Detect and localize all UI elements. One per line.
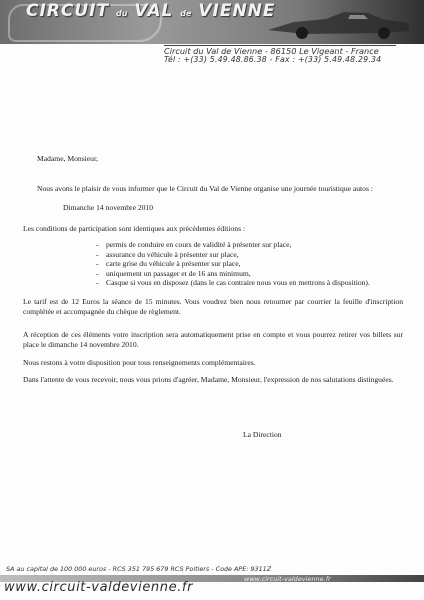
closing-paragraph: Dans l'attente de vous recevoir, nous vous prions d'agréer, Madame, Monsieur, l'expression de nos salutations distinguées. xyxy=(23,375,394,384)
circuit-logo: CIRCUIT du VAL de VIENNE xyxy=(26,1,276,21)
conditions-list xyxy=(96,240,370,288)
company-phone-fax: Tél : +(33) 5.49.48.86.38 - Fax : +(33) 5.49.48.29.34 xyxy=(164,55,382,64)
list-item: - carte grise du véhicule à présenter sur place, xyxy=(96,259,370,269)
list-item: - uniquement un passager et de 16 ans minimum, xyxy=(96,269,370,279)
list-item: - Casque si vous en disposez (dans le cas contraire nous vous en mettrons à disposition). xyxy=(96,278,370,288)
conditions-intro: Les conditions de participation sont identiques aux précédentes éditions : xyxy=(23,224,246,233)
list-item: - permis de conduire en cours de validité à présenter sur place, xyxy=(96,240,370,250)
footer-website-url: www.circuit-valdevienne.fr xyxy=(4,580,194,595)
footer-legal: SA au capital de 100 000 euros - RCS 351 795 679 RCS Poitiers - Code APE: 9311Z xyxy=(6,565,272,573)
footer-url-small: www.circuit-valdevienne.fr xyxy=(244,575,331,583)
list-item: - assurance du véhicule à présenter sur place, xyxy=(96,250,370,260)
salutation: Madame, Monsieur, xyxy=(37,154,99,163)
tariff-paragraph: Le tarif est de 12 Euros la séance de 15 minutes. Vous voudrez bien nous retourner par courrier la feuille d'inscription complétée et accompagnée du chèque de règlement. xyxy=(23,297,403,317)
intro-paragraph: Nous avons le plaisir de vous informer que le Circuit du Val de Vienne organise une journée touristique autos : xyxy=(37,184,373,193)
disposition-paragraph: Nous restons à votre disposition pour tous renseignements complémentaires. xyxy=(23,358,256,367)
race-car-image xyxy=(264,4,414,40)
reception-paragraph: A réception de ces éléments votre inscription sera automatiquement prise en compte et vous pourrez retirer vos billets sur place le dimanche 14 novembre 2010. xyxy=(23,330,403,350)
event-date: Dimanche 14 novembre 2010 xyxy=(63,203,154,212)
header-banner xyxy=(0,0,424,44)
signature: La Direction xyxy=(243,430,282,439)
company-address: Circuit du Val de Vienne - 86150 Le Vigeant - France xyxy=(164,46,379,56)
